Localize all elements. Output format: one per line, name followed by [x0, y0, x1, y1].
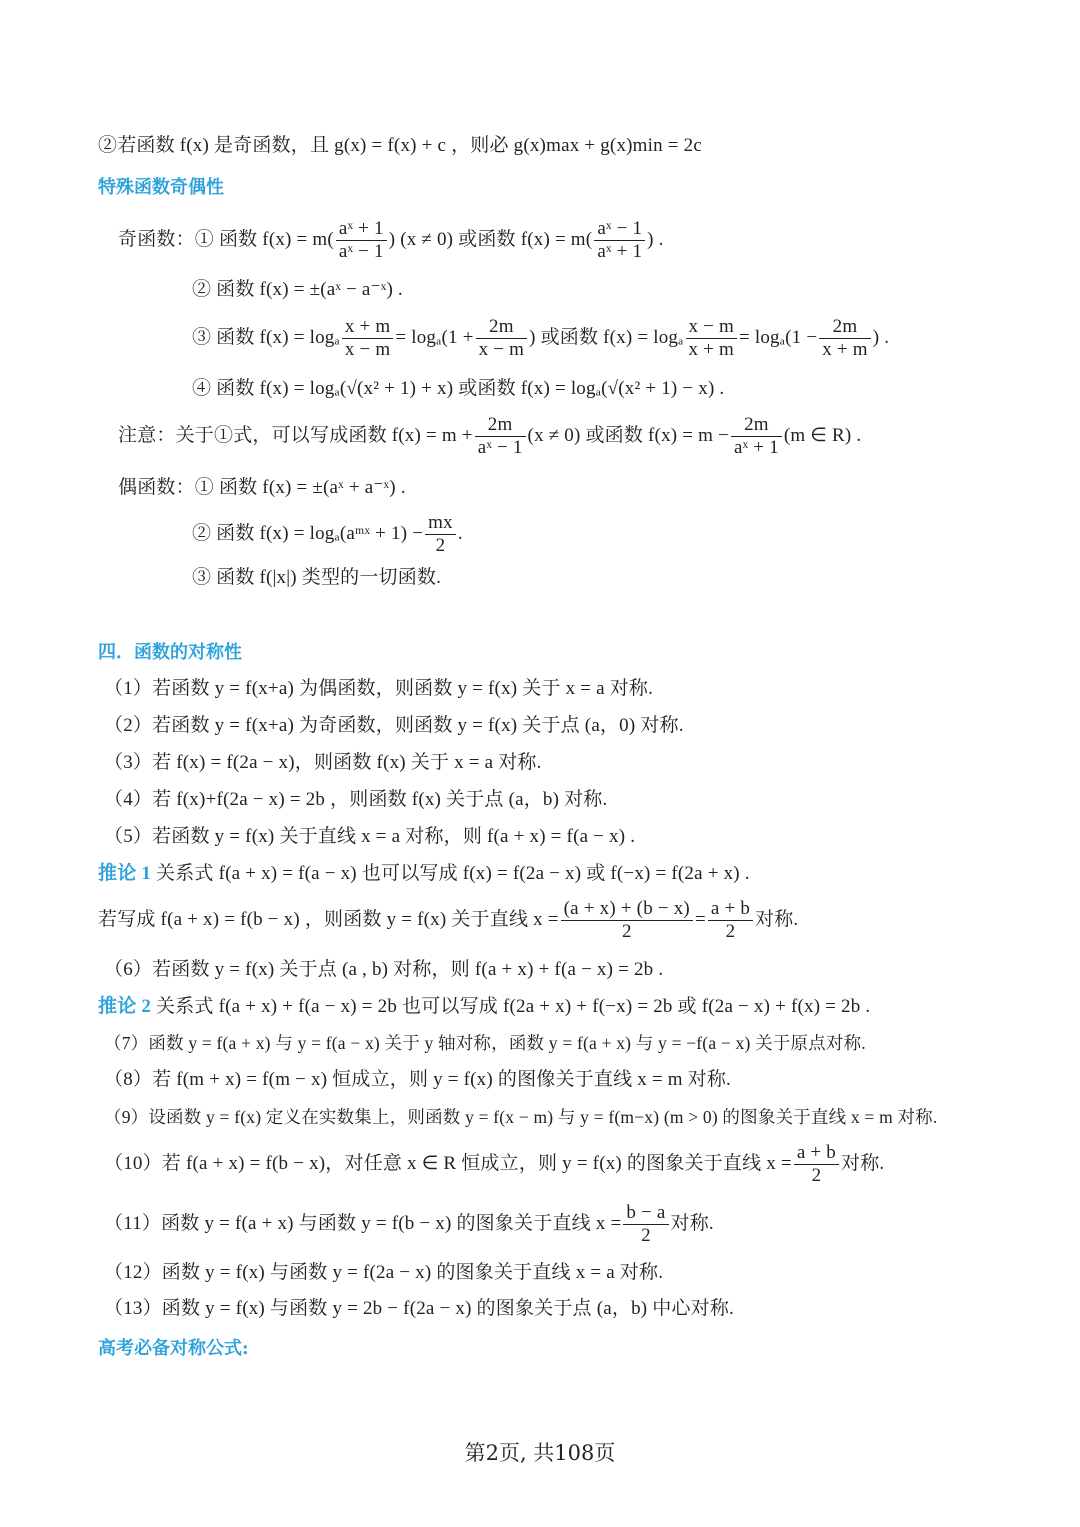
fraction — [475, 414, 526, 459]
denominator: x + m — [822, 339, 868, 360]
corollary-label: 推论 1 — [98, 863, 152, 884]
fraction — [561, 898, 693, 943]
fraction — [731, 414, 782, 459]
odd-function-formula-3 — [192, 316, 889, 361]
denominator: aˣ + 1 — [597, 241, 643, 262]
formula-text: . — [457, 522, 463, 544]
numerator: mx — [425, 512, 456, 535]
fraction — [708, 898, 753, 943]
denominator: aˣ − 1 — [477, 437, 523, 458]
fraction — [819, 316, 871, 361]
formula-text: = logₐ(1 − — [739, 326, 818, 348]
numerator: a + b — [708, 898, 753, 921]
denominator: 2 — [725, 921, 736, 942]
fraction — [594, 218, 645, 263]
formula-text: 若写成 f(a + x) = f(b − x) ，则函数 y = f(x) 关于直线 x = — [98, 908, 559, 930]
fraction — [342, 316, 394, 361]
symmetry-item-12: （12）函数 y = f(x) 与函数 y = f(2a − x) 的图象关于直线 x = a 对称. — [104, 1262, 664, 1283]
section-heading-symmetry-formulas: 高考必备对称公式: — [98, 1338, 249, 1359]
numerator: aˣ − 1 — [594, 218, 645, 241]
formula-text: = — [694, 908, 706, 930]
denominator: x − m — [478, 339, 525, 360]
denominator: 2 — [621, 921, 632, 942]
formula-text: (m ∈ R) . — [783, 424, 862, 446]
numerator: a + b — [794, 1142, 839, 1165]
symmetry-item-5: （5）若函数 y = f(x) 关于直线 x = a 对称，则 f(a + x) = f(a − x) . — [104, 826, 636, 847]
formula-text: (x ≠ 0) 或函数 f(x) = m − — [527, 424, 729, 446]
numerator: (a + x) + (b − x) — [561, 898, 693, 921]
formula-text: 对称. — [670, 1212, 714, 1234]
fraction — [623, 1202, 668, 1247]
symmetry-item-6: （6）若函数 y = f(x) 关于点 (a , b) 对称，则 f(a + x) + f(a − x) = 2b . — [104, 959, 664, 980]
fraction — [425, 512, 456, 557]
section-heading-symmetry: 四．函数的对称性 — [98, 642, 242, 663]
corollary-2 — [98, 995, 870, 1019]
page-number-footer: 第2页, 共108页 — [464, 1441, 616, 1465]
numerator: x + m — [342, 316, 394, 339]
corollary-1 — [98, 862, 750, 886]
numerator: x − m — [686, 316, 738, 339]
numerator: 2m — [476, 316, 528, 339]
fraction — [476, 316, 528, 361]
denominator: 2 — [811, 1165, 822, 1186]
symmetry-item-9: （9）设函数 y = f(x) 定义在实数集上，则函数 y = f(x − m) 与 y = f(m−x) (m > 0) 的图象关于直线 x = m 对称. — [104, 1107, 938, 1127]
denominator: 2 — [641, 1225, 651, 1246]
numerator: 2m — [731, 414, 782, 437]
formula-text: 关系式 f(a + x) = f(a − x) 也可以写成 f(x) = f(2a − x) 或 f(−x) = f(2a + x) . — [151, 863, 750, 884]
numerator: 2m — [819, 316, 871, 339]
odd-function-formula-1 — [118, 218, 664, 263]
denominator: aˣ + 1 — [733, 437, 779, 458]
formula-text: ) 或函数 f(x) = logₐ — [529, 326, 684, 348]
formula-text: （10）若 f(a + x) = f(b − x)，对任意 x ∈ R 恒成立，则 y = f(x) 的图象关于直线 x = — [104, 1152, 792, 1174]
formula-text: = logₐ(1 + — [395, 326, 474, 348]
odd-function-formula-2: ② 函数 f(x) = ±(aˣ − a⁻ˣ) . — [192, 279, 403, 300]
numerator: 2m — [475, 414, 526, 437]
numerator: b − a — [623, 1202, 668, 1225]
odd-function-formula-4: ④ 函数 f(x) = logₐ(√(x² + 1) + x) 或函数 f(x) = logₐ(√(x² + 1) − x) . — [192, 378, 725, 399]
symmetry-item-3: （3）若 f(x) = f(2a − x)，则函数 f(x) 关于 x = a 对称. — [104, 752, 542, 773]
fraction — [794, 1142, 839, 1187]
formula-text: ② 函数 f(x) = logₐ(aᵐˣ + 1) − — [192, 522, 424, 544]
fraction — [686, 316, 738, 361]
formula-text: 注意：关于①式，可以写成函数 f(x) = m + — [118, 424, 473, 446]
section-heading-special-parity: 特殊函数奇偶性 — [98, 177, 224, 198]
formula-text: ) . — [647, 228, 664, 250]
denominator: 2 — [435, 535, 446, 556]
formula-text: ) (x ≠ 0) 或函数 f(x) = m( — [388, 228, 593, 250]
formula-text: 对称. — [841, 1152, 885, 1174]
odd-function-note — [118, 414, 861, 459]
symmetry-item-10 — [104, 1142, 884, 1187]
symmetry-item-4: （4）若 f(x)+f(2a − x) = 2b ，则函数 f(x) 关于点 (a，b) 对称. — [104, 789, 608, 810]
corollary-1-extension — [98, 898, 798, 943]
formula-text: ③ 函数 f(x) = logₐ — [192, 326, 340, 348]
formula-text: 奇函数：① 函数 f(x) = m( — [118, 228, 334, 250]
symmetry-item-8: （8）若 f(m + x) = f(m − x) 恒成立，则 y = f(x) 的图像关于直线 x = m 对称. — [104, 1069, 732, 1090]
even-function-formula-1: 偶函数：① 函数 f(x) = ±(aˣ + a⁻ˣ) . — [118, 477, 406, 498]
denominator: x + m — [688, 339, 735, 360]
numerator: aˣ + 1 — [336, 218, 387, 241]
symmetry-item-1: （1）若函数 y = f(x+a) 为偶函数，则函数 y = f(x) 关于 x = a 对称. — [104, 678, 654, 699]
fraction — [336, 218, 387, 263]
denominator: x − m — [344, 339, 391, 360]
corollary-label: 推论 2 — [98, 996, 152, 1017]
formula-text: 关系式 f(a + x) + f(a − x) = 2b 也可以写成 f(2a + x) + f(−x) = 2b 或 f(2a − x) + f(x) = 2b . — [151, 996, 871, 1017]
even-function-formula-2 — [192, 512, 463, 557]
even-function-formula-3: ③ 函数 f(|x|) 类型的一切函数. — [192, 567, 442, 588]
formula-text: （11）函数 y = f(a + x) 与函数 y = f(b − x) 的图象关于直线 x = — [104, 1212, 622, 1234]
symmetry-item-7: （7）函数 y = f(a + x) 与 y = f(a − x) 关于 y 轴对称，函数 y = f(a + x) 与 y = −f(a − x) 关于原点对称. — [104, 1033, 866, 1053]
formula-text: ) . — [872, 326, 890, 348]
formula-text: 对称. — [755, 908, 799, 930]
odd-function-sum-property: ②若函数 f(x) 是奇函数，且 g(x) = f(x) + c ，则必 g(x)max + g(x)min = 2c — [98, 135, 702, 156]
symmetry-item-2: （2）若函数 y = f(x+a) 为奇函数，则函数 y = f(x) 关于点 (a，0) 对称. — [104, 715, 684, 736]
symmetry-item-11 — [104, 1202, 714, 1247]
denominator: aˣ − 1 — [338, 241, 384, 262]
symmetry-item-13: （13）函数 y = f(x) 与函数 y = 2b − f(2a − x) 的图象关于点 (a，b) 中心对称. — [104, 1298, 734, 1319]
